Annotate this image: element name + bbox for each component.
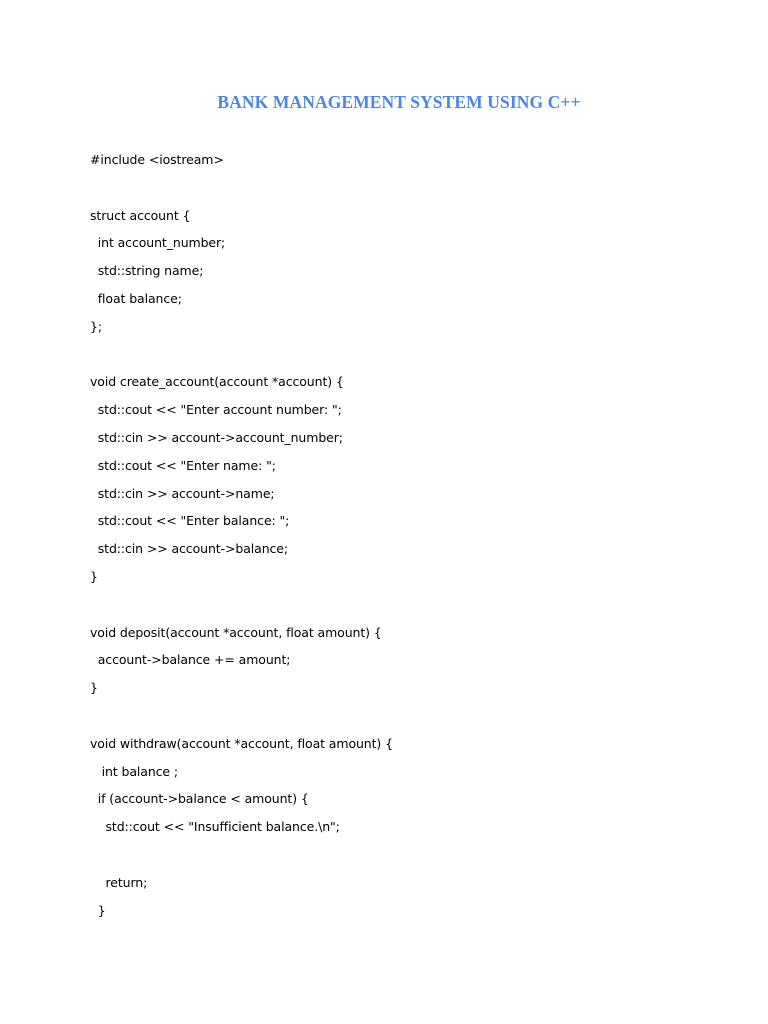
code-line [90,706,730,734]
code-line: std::cout << "Insufficient balance.\n"; [90,819,340,835]
code-block [90,150,730,928]
code-line: } [90,680,98,696]
code-line: }; [90,318,102,334]
code-line [90,845,730,873]
code-line: int balance ; [90,763,178,779]
code-line [90,595,730,623]
code-line: account->balance += amount; [90,652,291,668]
code-line: } [90,568,98,584]
code-line [90,178,730,206]
code-line: return; [90,874,148,890]
code-line: void create_account(account *account) { [90,374,344,390]
code-line: std::cin >> account->name; [90,485,275,501]
code-line: float balance; [90,290,182,306]
code-line: } [90,902,106,918]
code-line: std::cout << "Enter account number: "; [90,402,342,418]
code-line [90,345,730,373]
code-line: std::cin >> account->account_number; [90,429,343,445]
code-line: void withdraw(account *account, float amount) { [90,735,393,751]
code-line: std::string name; [90,263,204,279]
code-line: std::cout << "Enter name: "; [90,457,276,473]
code-line: #include <iostream> [90,152,224,167]
code-line: std::cin >> account->balance; [90,541,288,557]
code-line: if (account->balance < amount) { [90,791,309,807]
code-line: int account_number; [90,235,226,251]
code-line: struct account { [90,207,191,223]
code-line: std::cout << "Enter balance: "; [90,513,290,529]
document-title: BANK MANAGEMENT SYSTEM USING C++ [217,92,581,112]
code-line: void deposit(account *account, float amount) { [90,624,382,640]
